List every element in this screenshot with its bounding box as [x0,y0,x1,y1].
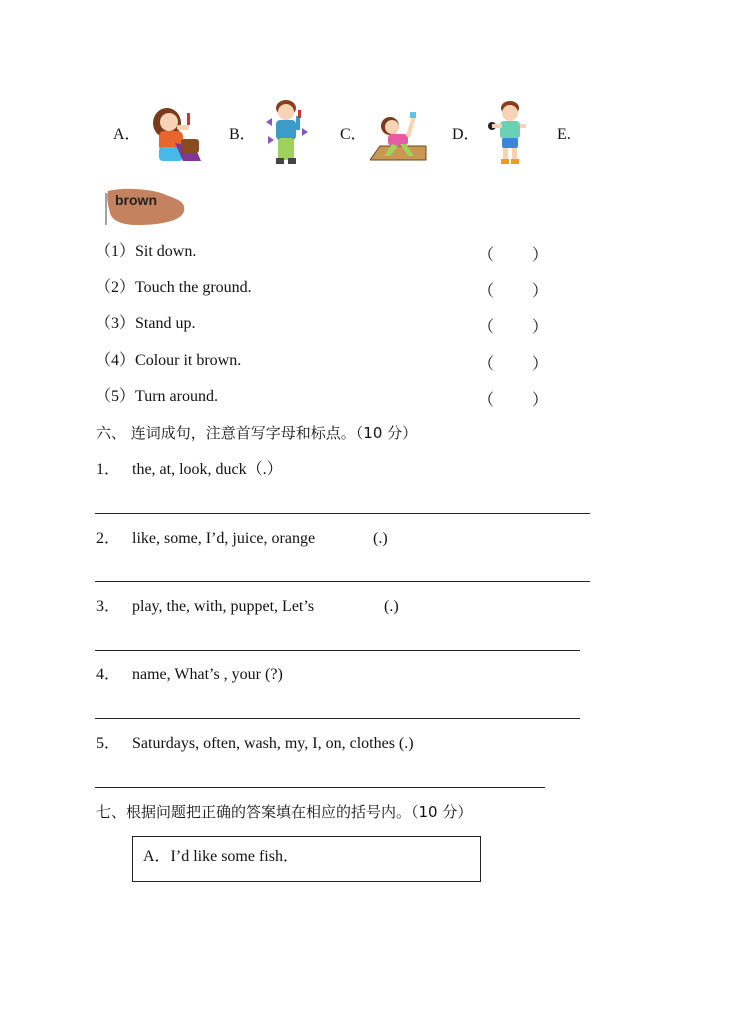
section6-item-5-words: Saturdays, often, wash, my, I, on, clothes (.) [132,735,414,752]
option-letter-a: A． [113,126,141,143]
section6-title: 六、 连词成句，注意首写字母和标点。（10 分） [96,424,418,442]
answer-paren-close-1: ） [532,247,549,264]
section6-item-3-words: play, the, with, puppet, Let’s [132,598,315,615]
option-letter-c: C． [340,126,367,143]
section5-item-5 [95,387,218,407]
section7-title: 七、根据问题把正确的答案填在相应的括号内。（10 分） [96,803,473,821]
section6-item-1-number: 1． [96,461,121,478]
answer-line-2 [95,581,590,582]
answer-line-4 [95,718,580,719]
section6-item-3-punct: (.) [384,598,399,615]
item-text: Sit down. [135,243,197,260]
sitting-girl-illustration [145,103,207,165]
answer-option-box [132,836,481,882]
touching-ground-girl-illustration [370,108,428,164]
section5-item-3 [95,314,195,334]
answer-paren-close-3: ） [532,319,549,336]
answer-paren-close-4: ） [532,356,549,373]
item-number: （4） [95,352,136,369]
option-letter-e: E. [557,126,571,143]
option-letter-d: D． [452,126,480,143]
section6-item-4-words: name, What’s , your (?) [132,666,283,683]
option-letter-b: B． [229,126,256,143]
answer-paren-open-1: （ [478,247,495,264]
item-text: Touch the ground. [135,279,252,296]
section6-item-4-number: 4． [96,666,121,683]
section5-item-4 [95,351,241,371]
answer-paren-open-3: （ [478,319,495,336]
item-text: Stand up. [135,315,196,332]
item-text: Colour it brown. [135,352,242,369]
section6-item-5-number: 5． [96,735,121,752]
answer-paren-close-5: ） [532,392,549,409]
section6-item-3-number: 3． [96,598,121,615]
answer-line-5 [95,787,545,788]
answer-line-3 [95,650,580,651]
standing-boy-illustration [484,100,532,166]
section6-item-1-words: the, at, look, duck（.） [132,461,283,478]
section6-item-2-words: like, some, I’d, juice, orange [132,530,316,547]
answer-paren-open-5: （ [478,392,495,409]
item-number: （3） [95,315,136,332]
turning-boy-illustration [262,98,314,168]
item-number: （1） [95,243,136,260]
answer-line-1 [95,513,590,514]
item-number: （2） [95,279,136,296]
item-text: Turn around. [135,388,218,405]
answer-paren-open-2: （ [478,283,495,300]
answer-paren-open-4: （ [478,356,495,373]
answer-paren-close-2: ） [532,283,549,300]
answer-option-a: A．I’d like some fish． [143,848,299,865]
item-number: （5） [95,388,136,405]
section5-item-1 [95,242,196,262]
section5-item-2 [95,278,252,298]
brown-label: brown [115,192,157,208]
section6-item-2-punct: (.) [373,530,388,547]
section6-item-2-number: 2． [96,530,121,547]
